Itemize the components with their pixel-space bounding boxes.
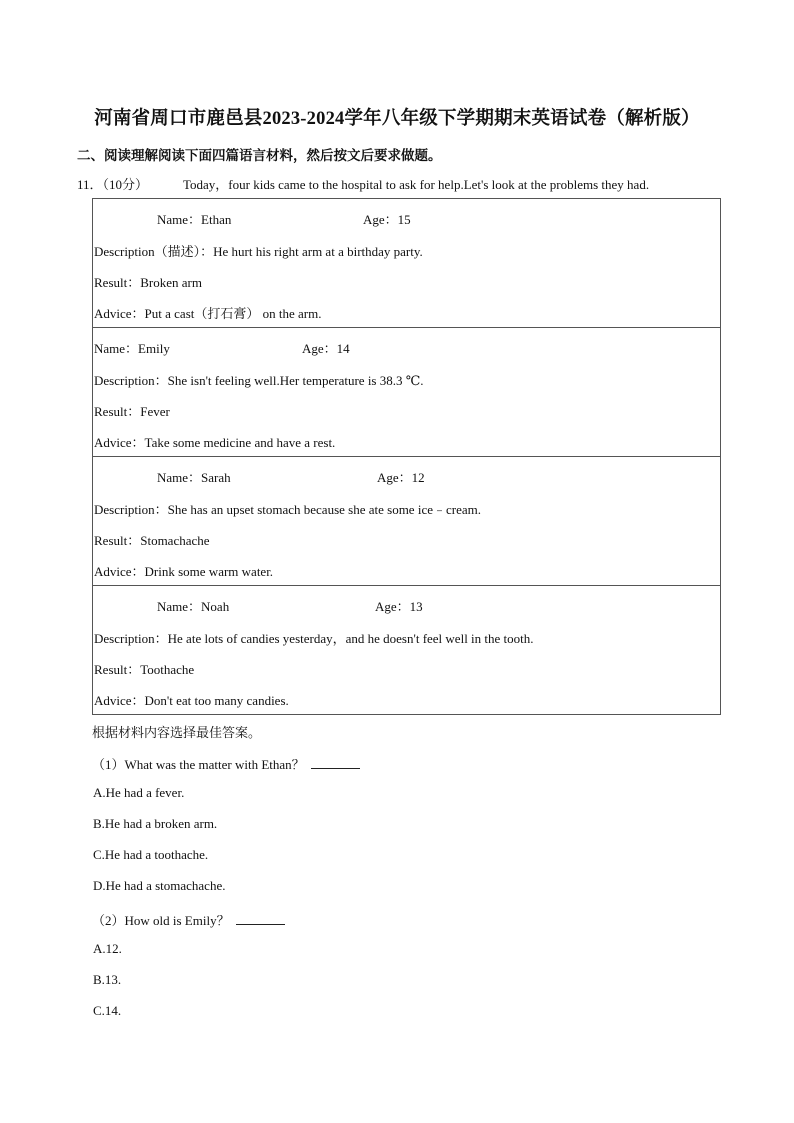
patient-result: Result：Toothache xyxy=(94,662,195,677)
patient-name: Name：Noah xyxy=(157,599,230,614)
page-title: 河南省周口市鹿邑县2023-2024学年八年级下学期期末英语试卷（解析版） xyxy=(94,109,700,129)
patient-advice: Advice：Drink some warm water. xyxy=(94,564,274,579)
answer-instruction: 根据材料内容选择最佳答案。 xyxy=(92,725,262,740)
patient-age: Age：13 xyxy=(375,599,423,614)
question-number: 11．（10分） xyxy=(77,177,149,192)
patient-record-ethan xyxy=(93,199,720,328)
patient-advice: Advice：Take some medicine and have a rest. xyxy=(94,435,336,450)
patient-name: Name：Emily xyxy=(94,341,170,356)
sub-question-stem: （2）How old is Emily？ xyxy=(92,913,230,928)
sub-question-1 xyxy=(92,754,360,773)
patient-info-table xyxy=(92,198,721,715)
patient-description: Description：He ate lots of candies yesterday，and he doesn't feel well in the tooth. xyxy=(94,631,534,646)
patient-description: Description（描述）：He hurt his right arm at a birthday party. xyxy=(94,244,423,259)
option-a[interactable]: A.12. xyxy=(93,941,122,956)
patient-record-noah xyxy=(93,586,720,714)
patient-name: Name：Ethan xyxy=(157,212,232,227)
question-intro-text: Today，four kids came to the hospital to ask for help.Let's look at the problems they had. xyxy=(183,177,650,192)
option-b[interactable]: B.He had a broken arm. xyxy=(93,816,218,831)
option-a[interactable]: A.He had a fever. xyxy=(93,785,185,800)
patient-result: Result：Broken arm xyxy=(94,275,202,290)
patient-age: Age：14 xyxy=(302,341,350,356)
patient-name: Name：Sarah xyxy=(157,470,231,485)
option-c[interactable]: C.He had a toothache. xyxy=(93,847,209,862)
sub-question-stem: （1）What was the matter with Ethan？ xyxy=(92,757,305,772)
patient-description: Description：She has an upset stomach because she ate some ice﹣cream. xyxy=(94,502,481,517)
option-d[interactable]: D.He had a stomachache. xyxy=(93,878,226,893)
patient-age: Age：15 xyxy=(363,212,411,227)
question-intro xyxy=(77,174,649,193)
patient-record-sarah xyxy=(93,457,720,586)
answer-blank[interactable] xyxy=(311,757,360,769)
patient-age: Age：12 xyxy=(377,470,425,485)
option-c[interactable]: C.14. xyxy=(93,1003,122,1018)
patient-result: Result：Stomachache xyxy=(94,533,210,548)
answer-blank[interactable] xyxy=(236,913,285,925)
section-title: 二、阅读理解阅读下面四篇语言材料，然后按文后要求做题。 xyxy=(77,148,442,163)
patient-result: Result：Fever xyxy=(94,404,170,419)
patient-description: Description：She isn't feeling well.Her temperature is 38.3 ℃. xyxy=(94,373,424,388)
sub-question-2 xyxy=(92,910,285,929)
patient-advice: Advice：Put a cast（打石膏） on the arm. xyxy=(94,306,322,321)
patient-advice: Advice：Don't eat too many candies. xyxy=(94,693,289,708)
option-b[interactable]: B.13. xyxy=(93,972,122,987)
patient-record-emily xyxy=(93,328,720,457)
